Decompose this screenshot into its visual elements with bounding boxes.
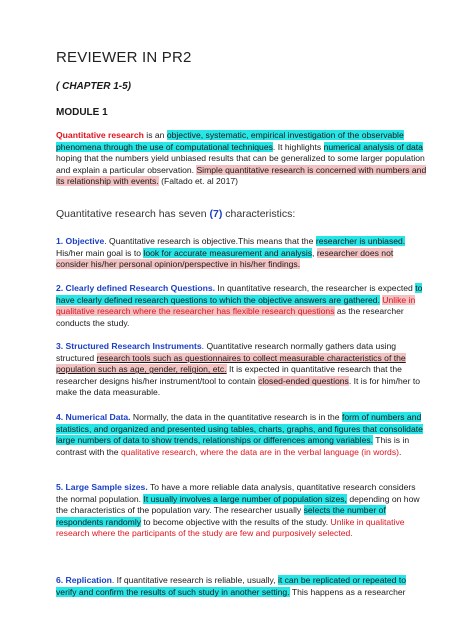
item-text: It is expected in quantitative research that the researcher designs his/her instrument/tool to contain xyxy=(56,364,402,386)
item-label: 5. Large Sample sizes. xyxy=(56,482,148,492)
item-text: . It is for him/her to make the data measurable. xyxy=(56,375,421,398)
item-text: . Quantitative research is objective.This means that the xyxy=(104,236,316,246)
page-title: REVIEWER IN PR2 xyxy=(56,49,192,66)
item-highlight: it can be replicated or repeated to verify and confirm the results of such study in another setting. xyxy=(56,575,406,597)
item-highlight: form of numbers and statistics, and organized and presented using tables, charts, graphs, and figures that consolidate large numbers of data to show trends, relationships or differences among variables. xyxy=(56,412,423,446)
intro-highlight-simple: Simple quantitative research is concerned with numbers and its relationship with events. xyxy=(56,164,427,187)
item-label: 4. Numerical Data. xyxy=(56,412,131,422)
item-highlight: to have clearly defined research questions to which the objective answers are gathered. xyxy=(56,283,423,305)
item-text: as the researcher conducts the study. xyxy=(56,306,404,328)
heading-post: characteristics: xyxy=(222,208,296,220)
item-highlight: look for accurate measurement and analysis xyxy=(143,247,313,258)
intro-highlight-definition: objective, systematic, empirical investigation of the observable phenomena through the use of computational techniques xyxy=(56,130,404,152)
item-text: depending on how the characteristics of the population vary. The researcher usually xyxy=(56,493,420,516)
heading-pre: Quantitative research has seven xyxy=(56,208,210,220)
item-large-sample xyxy=(56,482,428,540)
item-label: 2. Clearly defined Research Questions. xyxy=(56,283,216,293)
item-highlight: research tools such as questionnaires to collect measurable characteristics of the population such as age, gender, religion, etc. xyxy=(56,352,406,375)
item-numerical-data xyxy=(56,412,428,458)
item-highlight: researcher is unbiased. xyxy=(315,236,406,246)
item-text: This happens as a researcher xyxy=(289,586,406,597)
item-label: 6. Replication xyxy=(56,575,112,585)
item-research-instruments xyxy=(56,341,428,399)
module-label: MODULE 1 xyxy=(56,107,108,118)
item-text: . If quantitative research is reliable, usually, xyxy=(111,575,278,585)
item-text-red: Unlike in qualitative research where the participants of the study are few and purposively selected. xyxy=(56,516,405,539)
intro-paragraph xyxy=(56,130,428,188)
intro-text-3: hoping that the numbers yield unbiased results that can be generalized to some larger population and explain a particular observation. xyxy=(56,153,425,175)
heading-number: (7) xyxy=(209,208,223,220)
item-highlight: It usually involves a large number of population sizes, xyxy=(143,493,347,504)
item-text: . xyxy=(399,446,402,457)
item-research-questions xyxy=(56,283,428,329)
item-text: His/her main goal is to xyxy=(56,247,144,258)
item-text: to become objective with the results of the study. xyxy=(141,516,331,527)
item-highlight: researcher does not consider his/her personal opinion/perspective in his/her findings. xyxy=(56,247,394,270)
intro-text-2: . It highlights xyxy=(272,141,324,152)
item-text: This is in contrast with the xyxy=(56,435,410,457)
item-replication xyxy=(56,575,428,598)
intro-citation: (Faltado et. al 2017) xyxy=(158,176,239,187)
item-text: , xyxy=(312,247,317,258)
item-text: . Quantitative research normally gathers data using structured xyxy=(56,341,397,363)
item-text: To have a more reliable data analysis, quantitative research considers the normal population. xyxy=(56,482,416,504)
intro-highlight-numerical: numerical analysis of data xyxy=(323,141,423,152)
item-label: 1. Objective xyxy=(56,236,105,246)
item-text-red: qualitative research, where the data are in the verbal language (in words) xyxy=(120,446,399,457)
item-highlight: closed-ended questions xyxy=(258,375,349,386)
item-text: Normally, the data in the quantitative research is in the xyxy=(130,412,342,422)
item-highlight: selects the number of respondents randomly xyxy=(56,505,386,527)
item-label: 3. Structured Research Instruments xyxy=(56,341,202,351)
item-text: In quantitative research, the researcher is expected xyxy=(215,283,416,293)
term-quantitative-research: Quantitative research xyxy=(56,130,144,140)
characteristics-heading xyxy=(56,208,295,220)
item-highlight: Unlike in qualitative research where the researcher has flexible research questions xyxy=(56,294,416,317)
chapter-label: ( CHAPTER 1-5) xyxy=(56,81,132,92)
item-objective xyxy=(56,236,428,271)
intro-text-1: is an xyxy=(143,130,167,140)
